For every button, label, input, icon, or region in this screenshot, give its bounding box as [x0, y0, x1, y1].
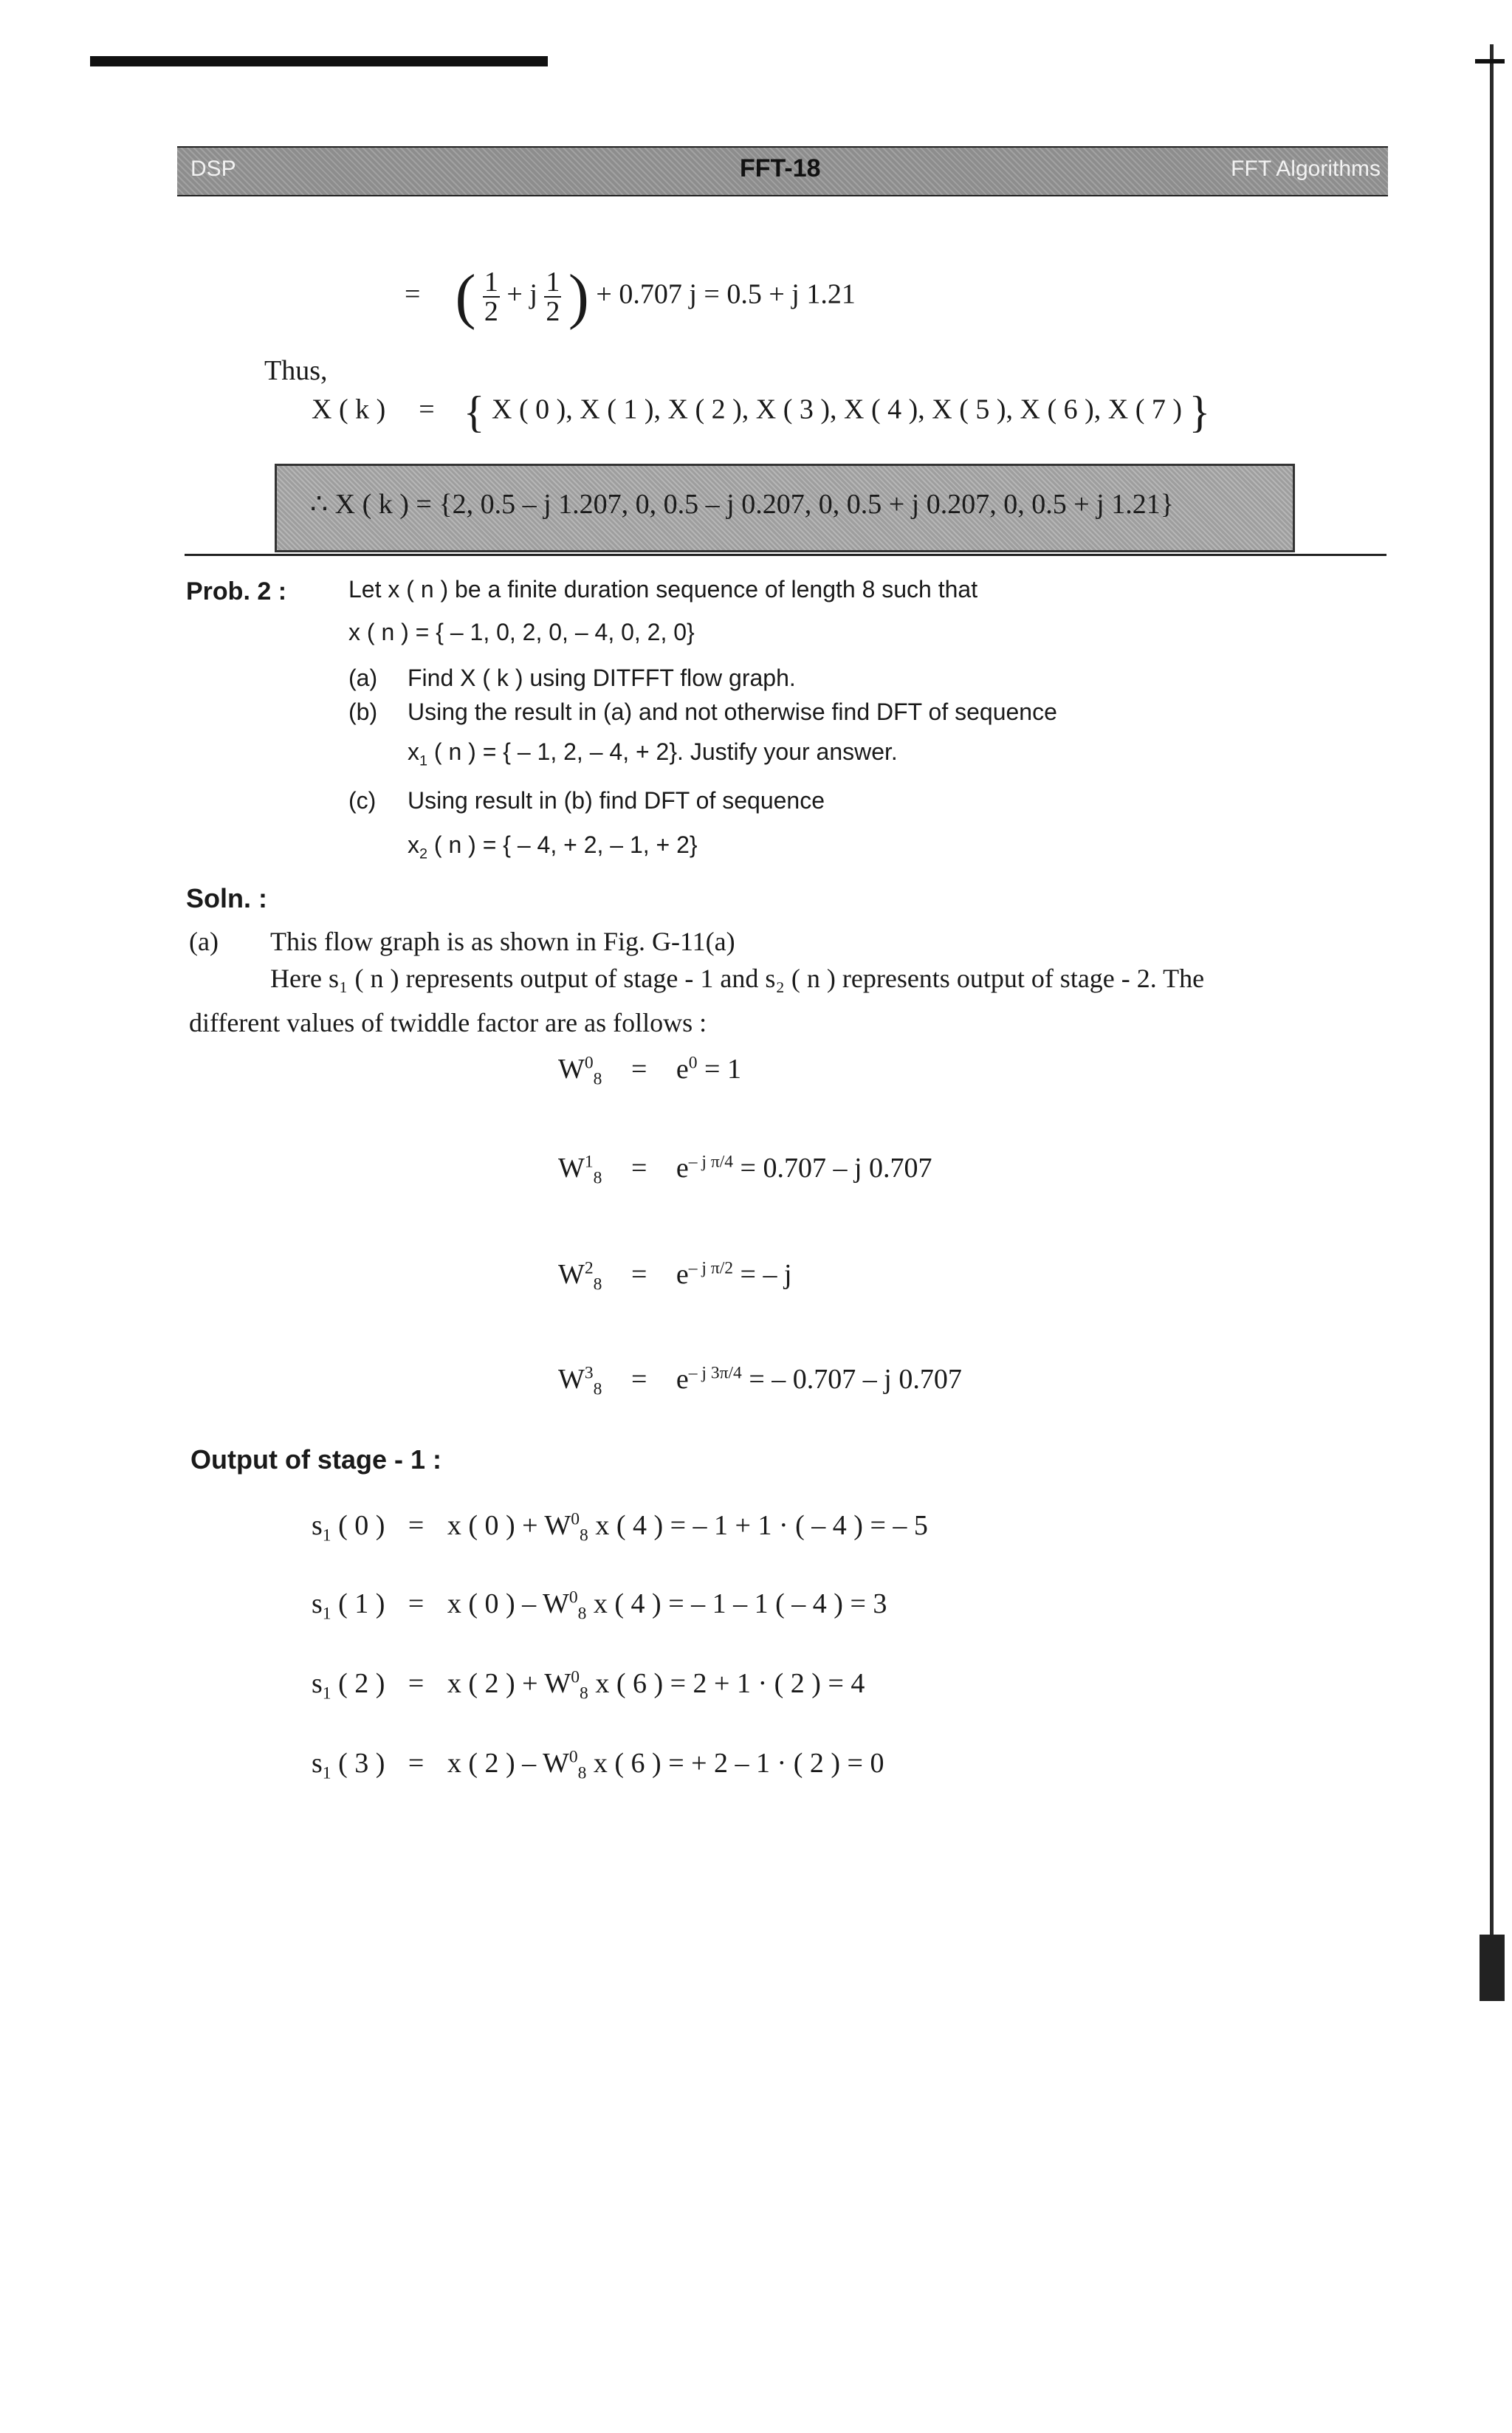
part-c-text: Using result in (b) find DFT of sequence: [408, 787, 825, 814]
w-base-n: 8: [593, 1379, 602, 1399]
w-symbol: W: [558, 1153, 585, 1184]
solution-label: Soln. :: [186, 883, 267, 913]
close-brace: }: [1189, 388, 1211, 436]
w-base-n: 8: [593, 1069, 602, 1089]
s-subscript: 1: [322, 1526, 331, 1545]
seq-symbol: x: [408, 738, 419, 765]
solution-paragraph-1: Here s₁ ( n ) represents output of stage - 1 and s₂ ( n ) represents output of stage - 2. The: [270, 964, 1205, 993]
equals-sign: =: [408, 1748, 425, 1779]
twiddle-row: [558, 1152, 932, 1189]
xk-definition-line: [312, 390, 1210, 434]
w-power: 1: [584, 1152, 594, 1172]
s-subscript: 1: [322, 1763, 331, 1783]
s-symbol: s: [312, 1588, 323, 1619]
part-c-label: (c): [348, 787, 377, 814]
seq-subscript: 2: [419, 845, 428, 862]
equals-sign: =: [630, 1153, 647, 1184]
stage-expr-pre: x ( 2 ) + W: [447, 1668, 571, 1699]
w-base-n: 8: [593, 1274, 602, 1294]
solution-part-a-text: This flow graph is as shown in Fig. G-11(a): [270, 927, 735, 956]
binding-edge-top: [1475, 59, 1505, 64]
stage-expr-post: x ( 4 ) = – 1 + 1 · ( – 4 ) = – 5: [588, 1510, 928, 1541]
problem-intro: Let x ( n ) be a finite duration sequence of length 8 such that: [348, 576, 978, 603]
fraction-denominator: 2: [546, 296, 560, 327]
page-number: FFT-18: [740, 154, 821, 182]
w-base-n: 8: [577, 1763, 587, 1783]
w-power: 0: [571, 1509, 580, 1529]
seq-subscript: 1: [419, 752, 428, 769]
s-argument: ( 0 ): [331, 1510, 385, 1541]
w-power: 3: [584, 1363, 594, 1383]
w-symbol: W: [558, 1259, 585, 1290]
w-base-n: 8: [577, 1604, 587, 1624]
s-argument: ( 1 ): [331, 1588, 385, 1619]
stage-expr-pre: x ( 0 ) + W: [447, 1510, 571, 1541]
part-b-sequence: [408, 738, 898, 769]
twiddle-row: [558, 1258, 792, 1295]
equals-sign: =: [408, 1588, 425, 1619]
header-right-label: FFT Algorithms: [1231, 157, 1381, 181]
equals-sign: =: [405, 278, 421, 310]
equation-tail: + 0.707 j = 0.5 + j 1.21: [596, 278, 856, 310]
equals-sign: =: [630, 1054, 647, 1085]
twiddle-value: = – 0.707 – j 0.707: [741, 1364, 962, 1395]
solution-paragraph-2: different values of twiddle factor are as follows :: [189, 1008, 707, 1037]
thus-label: Thus,: [264, 355, 328, 386]
open-paren: (: [455, 262, 476, 331]
stage-1-row: [312, 1747, 884, 1784]
exp-base: e: [676, 1259, 689, 1290]
w-base-n: 8: [593, 1168, 602, 1188]
twiddle-row: [558, 1053, 741, 1090]
top-rule: [90, 56, 548, 66]
open-brace: {: [463, 388, 485, 436]
w-power: 0: [568, 1588, 578, 1607]
s-argument: ( 2 ): [331, 1668, 385, 1699]
close-paren: ): [568, 262, 589, 331]
part-a-label: (a): [348, 665, 378, 691]
twiddle-row: [558, 1363, 962, 1400]
twiddle-value: = 0.707 – j 0.707: [733, 1153, 932, 1184]
section-divider: [185, 554, 1386, 556]
fraction-half: [483, 268, 500, 326]
w-power: 0: [571, 1667, 580, 1687]
twiddle-value: = 1: [697, 1054, 741, 1085]
exp-power: – j π/2: [688, 1258, 734, 1278]
xk-rhs: X ( 0 ), X ( 1 ), X ( 2 ), X ( 3 ), X ( 4 ), X ( 5 ), X ( 6 ), X ( 7 ): [492, 394, 1183, 425]
part-b-label: (b): [348, 699, 378, 725]
fraction-numerator: 1: [484, 267, 498, 298]
stage-expr-post: x ( 6 ) = + 2 – 1 · ( 2 ) = 0: [586, 1748, 884, 1779]
equation-line-1: [405, 262, 856, 331]
fraction-half-2: [544, 268, 561, 326]
exp-base: e: [676, 1153, 689, 1184]
s-symbol: s: [312, 1510, 323, 1541]
w-base-n: 8: [580, 1526, 588, 1545]
part-a-text: Find X ( k ) using DITFFT flow graph.: [408, 665, 796, 691]
fraction-numerator: 1: [546, 267, 560, 298]
xk-lhs: X ( k ): [312, 394, 386, 425]
seq-values: ( n ) = { – 4, + 2, – 1, + 2}: [427, 831, 698, 858]
w-base-n: 8: [580, 1684, 588, 1703]
equals-sign: =: [419, 394, 435, 425]
s-subscript: 1: [322, 1604, 331, 1624]
w-power: 2: [584, 1258, 594, 1278]
w-symbol: W: [558, 1364, 585, 1395]
exp-base: e: [676, 1054, 689, 1085]
s-argument: ( 3 ): [331, 1748, 385, 1779]
exp-base: e: [676, 1364, 689, 1395]
stage-1-row: [312, 1588, 887, 1624]
binding-edge-bottom: [1480, 1935, 1505, 2001]
result-text: ∴ X ( k ) = {2, 0.5 – j 1.207, 0, 0.5 – j 0.207, 0, 0.5 + j 0.207, 0, 0.5 + j 1.21}: [310, 489, 1174, 520]
header-left-label: DSP: [190, 157, 236, 181]
solution-part-a-label: (a): [189, 927, 219, 956]
stage-expr-pre: x ( 0 ) – W: [447, 1588, 569, 1619]
equals-sign: =: [630, 1259, 647, 1290]
problem-sequence: x ( n ) = { – 1, 0, 2, 0, – 4, 0, 2, 0}: [348, 619, 695, 645]
part-b-text: Using the result in (a) and not otherwise find DFT of sequence: [408, 699, 1057, 725]
s-subscript: 1: [322, 1684, 331, 1703]
s-symbol: s: [312, 1668, 323, 1699]
plus-j: + j: [506, 278, 537, 310]
equals-sign: =: [408, 1668, 425, 1699]
exp-power: – j π/4: [688, 1152, 734, 1172]
part-c-sequence: [408, 831, 698, 862]
exp-power: 0: [688, 1053, 698, 1073]
w-power: 0: [568, 1747, 578, 1767]
problem-label: Prob. 2 :: [186, 577, 287, 605]
equals-sign: =: [630, 1364, 647, 1395]
stage-expr-post: x ( 4 ) = – 1 – 1 ( – 4 ) = 3: [586, 1588, 887, 1619]
exp-power: – j 3π/4: [688, 1363, 742, 1383]
stage-1-row: [312, 1509, 928, 1546]
binding-edge-line: [1490, 44, 1494, 2001]
w-symbol: W: [558, 1054, 585, 1085]
stage-expr-pre: x ( 2 ) – W: [447, 1748, 569, 1779]
seq-symbol: x: [408, 831, 419, 858]
stage-expr-post: x ( 6 ) = 2 + 1 · ( 2 ) = 4: [588, 1668, 865, 1699]
seq-values: ( n ) = { – 1, 2, – 4, + 2}. Justify your answer.: [427, 738, 898, 765]
fraction-denominator: 2: [484, 296, 498, 327]
w-power: 0: [584, 1053, 594, 1073]
twiddle-value: = – j: [733, 1259, 792, 1290]
stage-1-heading: Output of stage - 1 :: [190, 1444, 441, 1475]
s-symbol: s: [312, 1748, 323, 1779]
equals-sign: =: [408, 1510, 425, 1541]
stage-1-row: [312, 1667, 865, 1704]
